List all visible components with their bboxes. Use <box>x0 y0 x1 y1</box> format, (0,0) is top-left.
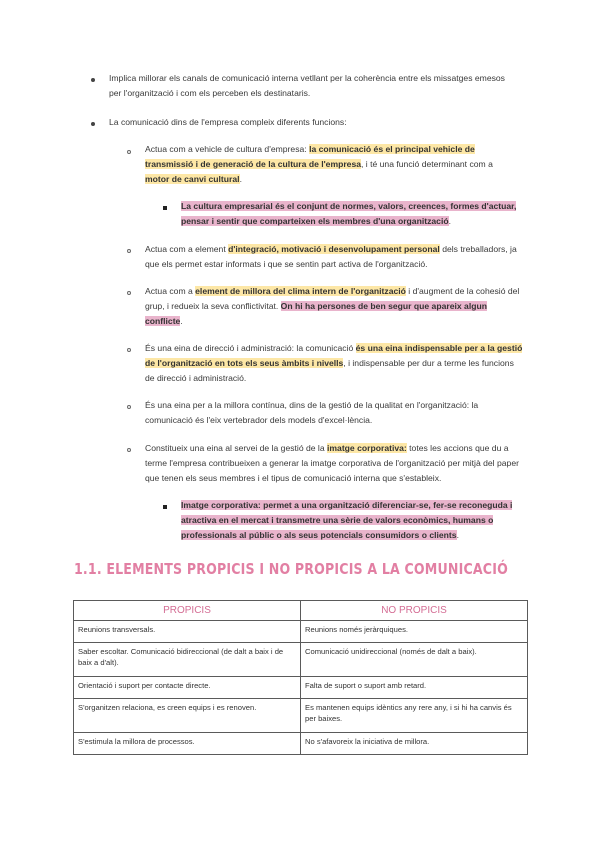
section-heading: 1.1. ELEMENTS PROPICIS I NO PROPICIS A LA COMUNICACIÓ <box>74 560 508 578</box>
text-run: . <box>239 174 242 184</box>
text-run: . <box>456 530 459 540</box>
text-run: Constitueix una eina al servei de la gestió de la <box>145 443 328 453</box>
text-run: , i indispensable per dur a terme les funcions de direcció i administració. <box>145 358 514 383</box>
highlight-yellow: d'integració, motivació i desenvolupament personal <box>228 244 440 254</box>
sub-bullet-text: És una eina per a la millora contínua, dins de la gestió de la qualitat en l'organització: la comunicació és l'eix vertebrador dels models d'excel·lència. <box>145 400 479 425</box>
note-text: La cultura empresarial és el conjunt de normes, valors, creences, formes d'actuar, pensar i sentir que comparteixen els membres d'una organització. <box>181 201 517 226</box>
table-row <box>74 643 528 677</box>
text-run: i d'augment de la cohesió del grup, i redueix la seva conflictivitat. <box>145 286 520 311</box>
header-propicis: PROPICIS <box>74 601 301 621</box>
sub-bullet-icon <box>127 150 131 154</box>
table-cell: Comunicació unidireccional (només de dalt a baix). <box>301 643 528 677</box>
text-run: dels treballadors, ja que els permet estar informats i que se sentin part activa de l'organització. <box>145 244 517 269</box>
sub-bullet-icon <box>127 291 131 295</box>
comparison-table <box>73 600 528 755</box>
text-run: totes les accions que du a terme l'empresa contribueixen a generar la imatge corporativa de l'organització per mitjà del paper que tenen els seus membres i el tipus de comunicació interna que s'estableix. <box>145 443 519 483</box>
table-cell: Reunions transversals. <box>74 621 301 643</box>
table-header-row <box>74 601 528 621</box>
table-cell: No s'afavoreix la iniciativa de millora. <box>301 733 528 755</box>
text-run: , i té una funció determinant com a <box>361 159 493 169</box>
table-row <box>74 677 528 699</box>
highlight-yellow: element de millora del clima intern de l'organització <box>195 286 406 296</box>
table-cell: S'organitzen relaciona, es creen equips i es renoven. <box>74 699 301 733</box>
highlight-yellow: motor de canvi cultural <box>145 174 240 184</box>
text-run: Actua com a vehicle de cultura d'empresa: <box>145 144 310 154</box>
highlight-yellow: és una eina indispensable per a la gestió de l'organització en tots els seus àmbits i nivells <box>145 343 523 368</box>
table-row <box>74 621 528 643</box>
highlight-yellow: la comunicació és el principal vehicle de transmissió i de generació de la cultura de l'empresa <box>145 144 475 169</box>
table-cell: S'estimula la millora de processos. <box>74 733 301 755</box>
square-bullet-icon <box>163 206 167 210</box>
table-cell: Es mantenen equips idèntics any rere any, i si hi ha canvis és per baixes. <box>301 699 528 733</box>
sub-bullet-text <box>145 341 525 386</box>
text-run: . <box>180 316 183 326</box>
highlight-pink: La cultura empresarial és el conjunt de normes, valors, creences, formes d'actuar, pensar i sentir que comparteixen els membres d'una organització <box>181 201 517 226</box>
bullet-text: La comunicació dins de l'empresa compleix diferents funcions: <box>109 117 347 127</box>
sub-bullet-text <box>145 441 527 486</box>
sub-bullet-text <box>145 242 520 272</box>
note-text <box>181 498 527 543</box>
text-run: És una eina de direcció i administració: la comunicació <box>145 343 356 353</box>
text-run: Actua com a <box>145 286 196 296</box>
sub-bullet-icon <box>127 249 131 253</box>
highlight-yellow: imatge corporativa: <box>327 443 407 453</box>
bullet-icon <box>91 122 95 126</box>
bullet-icon <box>91 78 95 82</box>
bullet-text: Implica millorar els canals de comunicació interna vetllant per la coherència entre els missatges emesos per l'organització i com els perceben els destinataris. <box>109 73 505 98</box>
square-bullet-icon <box>163 505 167 509</box>
sub-bullet-text <box>145 142 515 187</box>
sub-bullet-icon <box>127 405 131 409</box>
sub-bullet-text <box>145 284 525 329</box>
table-row <box>74 699 528 733</box>
highlight-pink: Imatge corporativa: permet a una organització diferenciar-se, fer-se reconeguda i atractiva en el mercat i transmetre una sèrie de valors econòmics, humans o professionals al públic o als seus potencials consumidors o clients <box>181 500 513 540</box>
text-run: Actua com a element <box>145 244 229 254</box>
table-cell: Falta de suport o suport amb retard. <box>301 677 528 699</box>
table-cell: Reunions només jeràrquiques. <box>301 621 528 643</box>
table-cell: Orientació i suport per contacte directe. <box>74 677 301 699</box>
sub-bullet-icon <box>127 448 131 452</box>
table-cell: Saber escoltar. Comunicació bidireccional (de dalt a baix i de baix a d'alt). <box>74 643 301 677</box>
highlight-pink: On hi ha persones de ben segur que apareix algun conflicte <box>145 301 487 326</box>
table-row <box>74 733 528 755</box>
header-no-propicis: NO PROPICIS <box>301 601 528 621</box>
sub-bullet-icon <box>127 348 131 352</box>
